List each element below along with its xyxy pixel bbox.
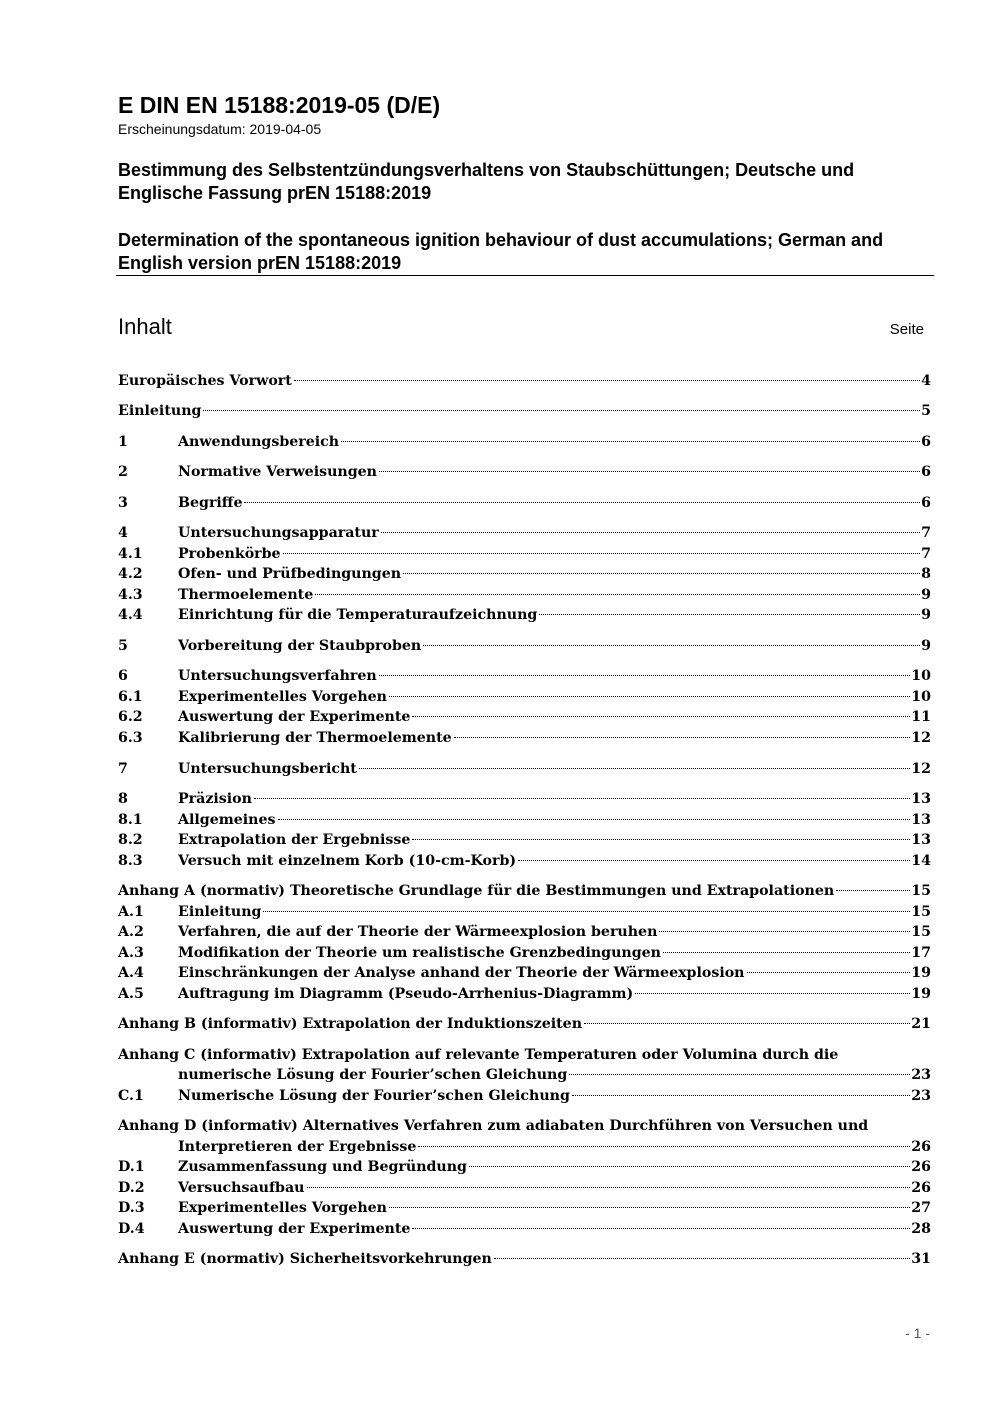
toc-entry-number: 6.2 [118,709,143,725]
toc-leader-dots [518,860,910,861]
toc-leader-dots [836,890,910,891]
toc-leader-dots [263,911,910,912]
toc-entry[interactable] [118,851,931,871]
toc-entry-page: 13 [911,791,931,807]
toc-leader-dots [412,839,910,840]
toc-entry-number: D.4 [118,1221,145,1237]
toc-entry[interactable] [118,1219,931,1239]
toc-entry-number: 8.3 [118,853,143,869]
toc-entry-number: 6.3 [118,730,143,746]
toc-page-label: Seite [889,321,924,338]
toc-heading: Inhalt [118,314,172,339]
toc-entry[interactable] [118,810,931,830]
toc-entry-title: Anhang B (informativ) Extrapolation der Induktionszeiten [118,1016,583,1032]
toc-entry[interactable] [118,963,931,983]
toc-entry-page: 9 [921,638,931,654]
toc-entry[interactable] [118,493,931,513]
toc-entry-title: Präzision [178,791,252,807]
toc-entry-title: Europäisches Vorwort [118,373,292,389]
toc-entry-title: Anhang E (normativ) Sicherheitsvorkehrungen [118,1251,492,1267]
toc-leader-dots [315,594,920,595]
toc-entry[interactable] [118,544,931,564]
toc-entry-title: Einleitung [178,904,262,920]
toc-entry-number: A.4 [118,965,144,981]
toc-entry-page: 21 [911,1016,931,1032]
toc-entry-page: 19 [911,965,931,981]
toc-entry[interactable] [118,922,931,942]
toc-entry-page: 15 [911,924,931,940]
toc-leader-dots [584,1023,910,1024]
toc-entry-title: Verfahren, die auf der Theorie der Wärmeexplosion beruhen [178,924,658,940]
toc-leader-dots [389,696,910,697]
toc-entry-title: Numerische Lösung der Fourier’schen Gleichung [178,1088,570,1104]
toc-entry-page: 23 [911,1067,931,1083]
toc-leader-dots [379,675,911,676]
toc-entry-page: 6 [921,495,931,511]
toc-entry-number: 2 [118,464,128,480]
toc-entry-number: 6.1 [118,689,143,705]
toc-entry-number: D.2 [118,1180,145,1196]
toc-entry-number: 8.1 [118,812,143,828]
toc-entry-title: Anhang D (informativ) Alternatives Verfahren zum adiabaten Durchführen von Versuchen und [118,1118,869,1134]
toc-entry[interactable] [118,605,931,625]
toc-entry-number: 8 [118,791,128,807]
toc-entry-title: Einleitung [118,403,202,419]
toc-entry-title: Auswertung der Experimente [178,1221,411,1237]
toc-entry[interactable] [118,1045,931,1065]
toc-entry-number: 4.4 [118,607,143,623]
toc-leader-dots [659,931,910,932]
toc-entry-title: Extrapolation der Ergebnisse [178,832,411,848]
toc-entry-number: C.1 [118,1088,144,1104]
toc-entry-number: 4.2 [118,566,143,582]
toc-entry-number: 4.3 [118,587,143,603]
toc-entry-number: A.1 [118,904,144,920]
toc-entry-number: 4.1 [118,546,143,562]
toc-entry-page: 14 [911,853,931,869]
toc-entry[interactable] [118,984,931,1004]
toc-entry-title: Experimentelles Vorgehen [178,689,387,705]
toc-entry-page: 26 [911,1180,931,1196]
toc-entry-page: 10 [911,689,931,705]
toc-entry-title: Begriffe [178,495,243,511]
toc-entry[interactable] [118,881,931,901]
toc-entry-title: Versuch mit einzelnem Korb (10-cm-Korb) [178,853,517,869]
toc-entry-page: 17 [911,945,931,961]
toc-entry[interactable] [118,636,931,656]
toc-entry-number: A.5 [118,986,144,1002]
toc-entry[interactable] [118,666,931,686]
toc-entry[interactable] [118,564,931,584]
toc-entry[interactable] [118,1157,931,1177]
toc-entry-number: 7 [118,761,128,777]
toc-leader-dots [283,553,921,554]
toc-leader-dots [412,1228,910,1229]
toc-entry-title: Anhang A (normativ) Theoretische Grundlage für die Bestimmungen und Extrapolationen [118,883,835,899]
toc-leader-dots [663,952,910,953]
toc-entry[interactable] [118,523,931,543]
toc-entry-title: Interpretieren der Ergebnisse [178,1139,417,1155]
toc-leader-dots [254,798,910,799]
toc-entry-page: 23 [911,1088,931,1104]
toc-entry-page: 26 [911,1159,931,1175]
toc-entry-number: A.2 [118,924,144,940]
toc-leader-dots [423,645,920,646]
toc-entry[interactable] [118,759,931,779]
toc-entry[interactable] [118,1014,931,1034]
toc-entry[interactable] [118,789,931,809]
toc-entry-title: Modifikation der Theorie um realistische Grenzbedingungen [178,945,661,961]
toc-entry-title: Allgemeines [178,812,276,828]
toc-entry[interactable] [118,585,931,605]
toc-entry-title: Untersuchungsbericht [178,761,357,777]
toc-entry[interactable] [118,728,931,748]
toc-entry[interactable] [118,371,931,391]
title-german: Bestimmung des Selbstentzündungsverhaltens von Staubschüttungen; Deutsche und Englische Fassung prEN 15188:2019 [118,160,855,203]
document-title: E DIN EN 15188:2019-05 (D/E) [118,92,441,118]
toc-entry-page: 15 [911,904,931,920]
toc-entry-page: 12 [911,730,931,746]
toc-leader-dots [635,993,910,994]
toc-entry-continued[interactable] [118,1065,931,1085]
toc-entry-title: Auswertung der Experimente [178,709,411,725]
toc-leader-dots [379,471,920,472]
toc-entry[interactable] [118,830,931,850]
toc-entry-page: 4 [921,373,931,389]
toc-leader-dots [469,1166,910,1167]
toc-entry[interactable] [118,401,931,421]
toc-leader-dots [454,737,911,738]
toc-entry-continued[interactable] [118,1137,931,1157]
toc-entry-page: 8 [921,566,931,582]
toc-leader-dots [412,716,910,717]
toc-leader-dots [307,1187,911,1188]
toc-entry[interactable] [118,462,931,482]
toc-entry-title: Vorbereitung der Staubproben [178,638,422,654]
toc-entry-title: Untersuchungsverfahren [178,668,377,684]
toc-entry[interactable] [118,687,931,707]
toc-entry[interactable] [118,1249,931,1269]
toc-leader-dots [341,441,920,442]
toc-entry-title: Einrichtung für die Temperaturaufzeichnung [178,607,538,623]
toc-entry-title: Kalibrierung der Thermoelemente [178,730,452,746]
toc-leader-dots [569,1074,910,1075]
toc-entry-number: 5 [118,638,128,654]
toc-entry-number: 4 [118,525,128,541]
toc-entry-title: Auftragung im Diagramm (Pseudo-Arrhenius-Diagramm) [178,986,634,1002]
toc-entry-page: 5 [921,403,931,419]
toc-leader-dots [359,768,910,769]
toc-entry[interactable] [118,902,931,922]
toc-entry[interactable] [118,943,931,963]
toc-entry-page: 27 [911,1200,931,1216]
toc-entry-title: Anhang C (informativ) Extrapolation auf relevante Temperaturen oder Volumina durch die [118,1047,839,1063]
toc-entry-number: D.1 [118,1159,145,1175]
toc-leader-dots [244,502,920,503]
toc-entry-number: A.3 [118,945,144,961]
toc-entry[interactable] [118,432,931,452]
toc-entry-number: 8.2 [118,832,143,848]
publication-date: Erscheinungsdatum: 2019-04-05 [118,121,322,137]
toc-entry-title: Probenkörbe [178,546,281,562]
toc-entry-page: 7 [921,525,931,541]
toc-entry-title: Thermoelemente [178,587,314,603]
toc-entry-number: 6 [118,668,128,684]
title-divider [116,275,934,276]
toc-entry-page: 7 [921,546,931,562]
toc-entry-number: 3 [118,495,128,511]
toc-entry-title: Zusammenfassung und Begründung [178,1159,467,1175]
toc-entry-page: 12 [911,761,931,777]
toc-leader-dots [539,614,920,615]
toc-entry-page: 13 [911,832,931,848]
toc-entry-title: Ofen- und Prüfbedingungen [178,566,402,582]
toc-leader-dots [747,972,911,973]
toc-leader-dots [494,1258,910,1259]
toc-leader-dots [381,532,920,533]
toc-entry-page: 13 [911,812,931,828]
toc-entry-page: 11 [911,709,931,725]
toc-entry-title: numerische Lösung der Fourier’schen Gleichung [178,1067,568,1083]
page-number: - 1 - [905,1325,930,1341]
toc-entry[interactable] [118,1178,931,1198]
toc-entry-number: D.3 [118,1200,145,1216]
toc-leader-dots [572,1095,910,1096]
toc-entry[interactable] [118,1198,931,1218]
toc-leader-dots [203,410,920,411]
toc-entry-page: 6 [921,434,931,450]
toc-entry[interactable] [118,1086,931,1106]
toc-entry[interactable] [118,707,931,727]
toc-entry-title: Anwendungsbereich [178,434,340,450]
toc-leader-dots [418,1146,910,1147]
title-english: Determination of the spontaneous ignition behaviour of dust accumulations; German and English version prEN 15188:2019 [118,230,884,273]
toc-entry-page: 26 [911,1139,931,1155]
toc-entry-page: 9 [921,607,931,623]
toc-leader-dots [278,819,911,820]
toc-entry-page: 31 [911,1251,931,1267]
toc-leader-dots [294,380,920,381]
toc-entry-page: 15 [911,883,931,899]
toc-entry-title: Einschränkungen der Analyse anhand der Theorie der Wärmeexplosion [178,965,745,981]
toc-entry[interactable] [118,1116,931,1136]
toc-entry-page: 28 [911,1221,931,1237]
toc-entry-page: 19 [911,986,931,1002]
toc-entry-number: 1 [118,434,128,450]
toc-leader-dots [389,1207,910,1208]
toc-entry-page: 6 [921,464,931,480]
toc-entry-page: 10 [911,668,931,684]
toc-entry-title: Versuchsaufbau [178,1180,305,1196]
toc-entry-page: 9 [921,587,931,603]
toc-leader-dots [403,573,920,574]
toc-entry-title: Normative Verweisungen [178,464,377,480]
toc-entry-title: Untersuchungsapparatur [178,525,379,541]
toc-entry-title: Experimentelles Vorgehen [178,1200,387,1216]
